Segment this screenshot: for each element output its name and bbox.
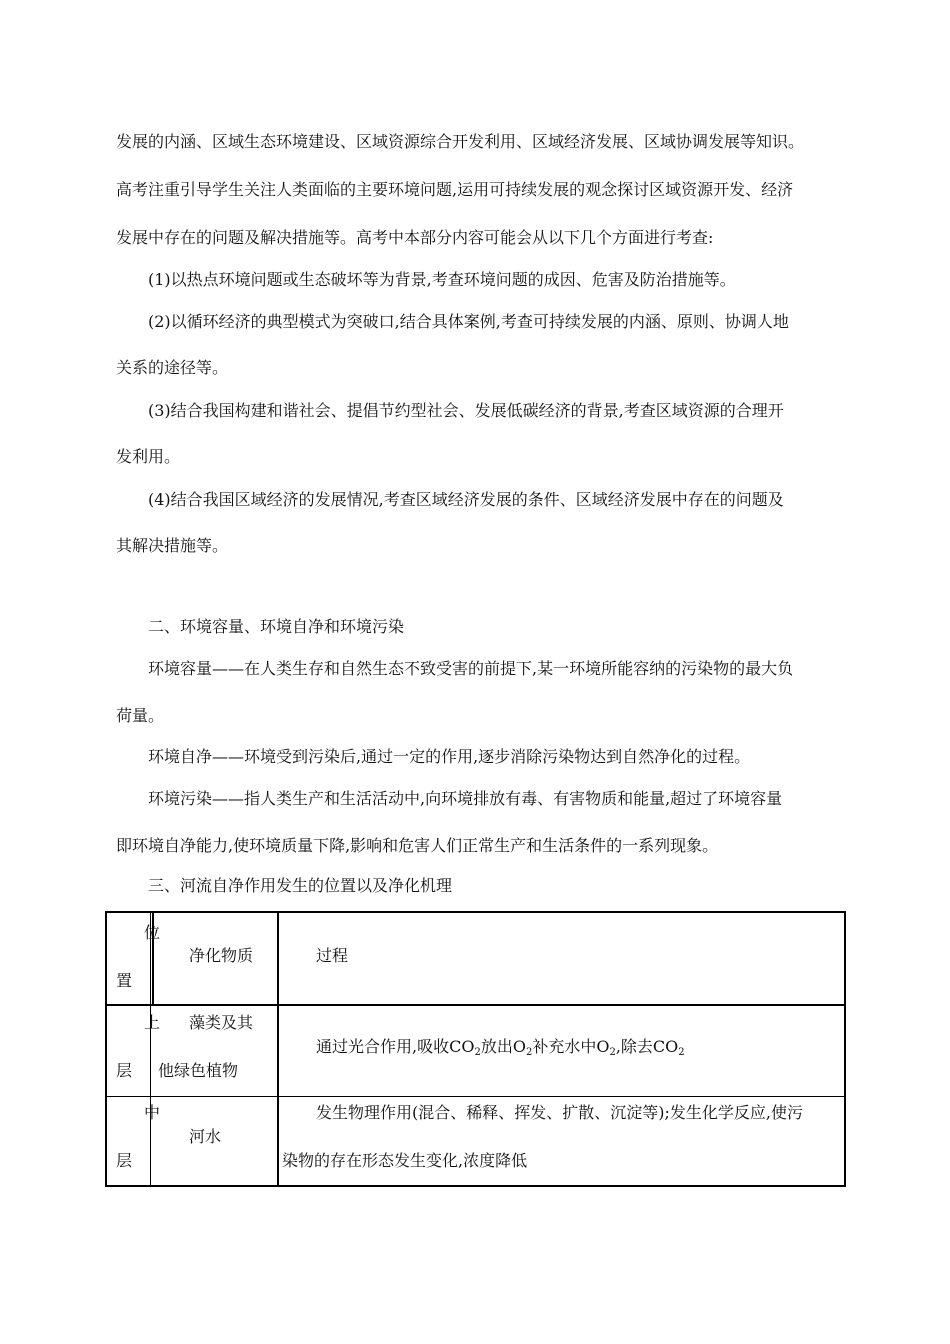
- definition-line: 环境自净——环境受到污染后,通过一定的作用,逐步消除污染物达到自然净化的过程。: [148, 747, 751, 766]
- definition-line: 即环境自净能力,使环境质量下降,影响和危害人们正常生产和生活条件的一系列现象。: [116, 836, 719, 855]
- paragraph-line: 发展中存在的问题及解决措施等。高考中本部分内容可能会从以下几个方面进行考查:: [116, 228, 714, 247]
- list-item-continuation: 其解决措施等。: [116, 536, 229, 555]
- list-item: (3)结合我国构建和谐社会、提倡节约型社会、发展低碳经济的背景,考查区域资源的合理开: [148, 401, 784, 420]
- table-divider: [150, 913, 151, 1185]
- header-position: 置: [116, 971, 133, 990]
- row-position: 上: [144, 1013, 161, 1032]
- definition-line: 环境容量——在人类生存和自然生态不致受害的前提下,某一环境所能容纳的污染物的最大负: [148, 659, 794, 678]
- purification-table: [105, 911, 846, 1187]
- section-heading: 二、环境容量、环境自净和环境污染: [148, 617, 405, 636]
- row-process: 发生物理作用(混合、稀释、挥发、扩散、沉淀等);发生化学反应,使污: [316, 1103, 803, 1122]
- row-position: 层: [116, 1061, 133, 1080]
- list-item: (2)以循环经济的典型模式为突破口,结合具体案例,考查可持续发展的内涵、原则、协调人地: [148, 312, 789, 331]
- list-item: (1)以热点环境问题或生态破坏等为背景,考查环境问题的成因、危害及防治措施等。: [148, 270, 736, 289]
- row-process: 通过光合作用,吸收$CO_2$放出$O_2$补充水中$O_2$,除去$CO_2$: [316, 1037, 685, 1058]
- table-divider: [107, 1096, 844, 1097]
- row-position: 中: [144, 1103, 161, 1122]
- row-position: 层: [116, 1151, 133, 1170]
- definition-line: 荷量。: [116, 706, 165, 725]
- header-process: 过程: [316, 946, 349, 965]
- row-substance: 藻类及其: [189, 1013, 254, 1032]
- list-item: (4)结合我国区域经济的发展情况,考查区域经济发展的条件、区域经济发展中存在的问题及: [148, 490, 784, 509]
- list-item-continuation: 发利用。: [116, 447, 181, 466]
- paragraph-line: 高考注重引导学生关注人类面临的主要环境问题,运用可持续发展的观念探讨区域资源开发、经济: [116, 180, 794, 199]
- header-substance: 净化物质: [189, 946, 254, 965]
- section-heading: 三、河流自净作用发生的位置以及净化机理: [148, 876, 453, 895]
- table-divider: [277, 913, 279, 1185]
- table-divider: [107, 1004, 844, 1006]
- definition-line: 环境污染——指人类生产和生活活动中,向环境排放有毒、有害物质和能量,超过了环境容量: [148, 789, 783, 808]
- header-position: 位: [144, 923, 161, 942]
- row-substance: 他绿色植物: [158, 1061, 239, 1080]
- row-substance: 河水: [189, 1127, 222, 1146]
- list-item-continuation: 关系的途径等。: [116, 358, 229, 377]
- paragraph-line: 发展的内涵、区域生态环境建设、区域资源综合开发利用、区域经济发展、区域协调发展等知识。: [116, 132, 805, 151]
- row-process: 染物的存在形态发生变化,浓度降低: [282, 1151, 528, 1170]
